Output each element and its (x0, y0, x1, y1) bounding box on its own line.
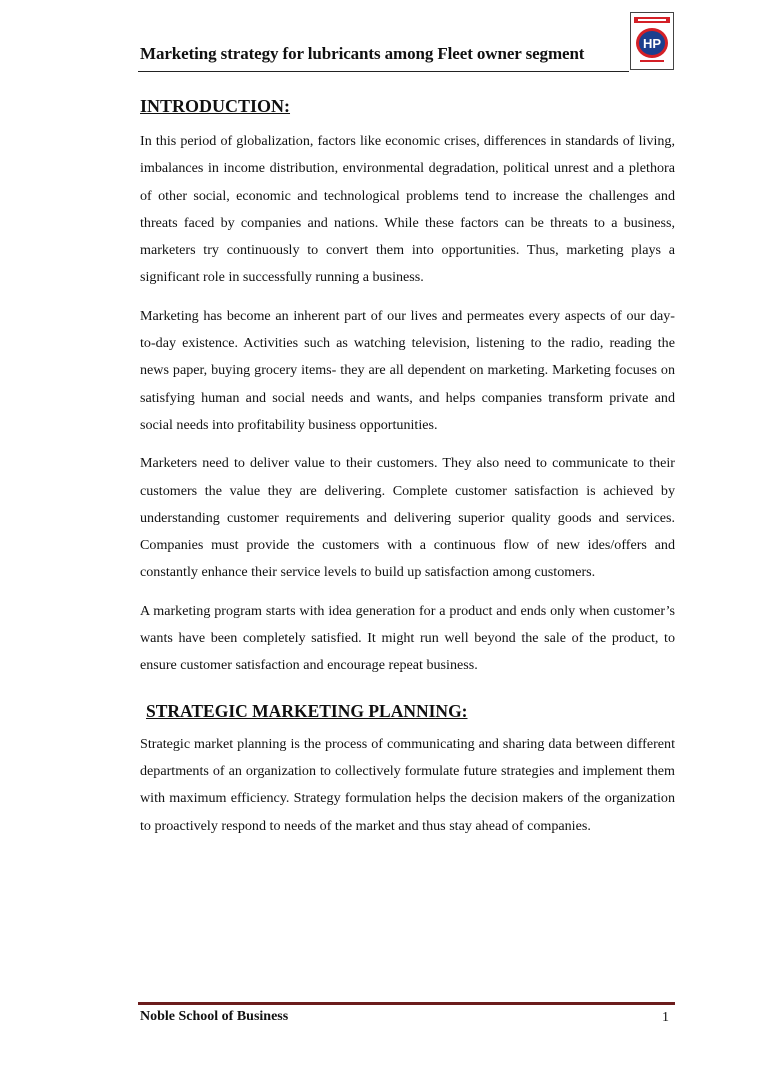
introduction-heading: INTRODUCTION: (140, 96, 291, 116)
footer-school: Noble School of Business (140, 1009, 289, 1024)
hp-logo-icon (631, 13, 673, 69)
intro-paragraph-1: In this period of globalization, factors like economic crises, differences in standards of living, imbalances in income distribution, environmental degradation, political unrest and a plethora of other social, economic and technological problems tend to increase the challenges and threats faced by companies and nations. While these factors can be threats to a business, marketers try continuously to convert them into opportunities. Thus, marketing plays a significant role in successfully running a business. (140, 133, 675, 286)
header-title: Marketing strategy for lubricants among Fleet owner segment (140, 44, 585, 63)
logo-text: HP (642, 36, 662, 51)
page-content (140, 86, 675, 851)
header-rule (138, 71, 629, 72)
strategic-heading: STRATEGIC MARKETING PLANNING: (146, 700, 468, 721)
page-number: 1 (662, 1010, 669, 1025)
footer-rule (138, 1002, 675, 1005)
intro-paragraph-4: A marketing program starts with idea generation for a product and ends only when customer’s wants have been completely satisfied. It might run well beyond the sale of the product, to ensure customer satisfaction and encourage repeat business. (140, 602, 675, 674)
strategic-paragraph-1: Strategic market planning is the process of communicating and sharing data between different departments of an organization to collectively formulate future strategies and implement them with maximum efficiency. Strategy formulation helps the decision makers of the organization to proactively respond to needs of the market and thus stay ahead of companies. (140, 735, 675, 834)
intro-paragraph-3: Marketers need to deliver value to their customers. They also need to communicate to their customers the value they are delivering. Complete customer satisfaction is achieved by understanding customer requirements and delivering superior quality goods and services. Companies must provide the customers with a continuous flow of new ides/offers and constantly enhance their service levels to build up satisfaction among customers. (140, 455, 675, 581)
intro-paragraph-2: Marketing has become an inherent part of our lives and permeates every aspects of our day- to-day existence. Activities such as watching television, listening to the radio, reading the news paper, buying grocery items- they are all dependent on marketing. Marketing focuses on satisfying human and social needs and wants, and helps companies transform private and social needs into profitability business opportunities. (140, 307, 675, 433)
hp-logo (630, 12, 674, 70)
